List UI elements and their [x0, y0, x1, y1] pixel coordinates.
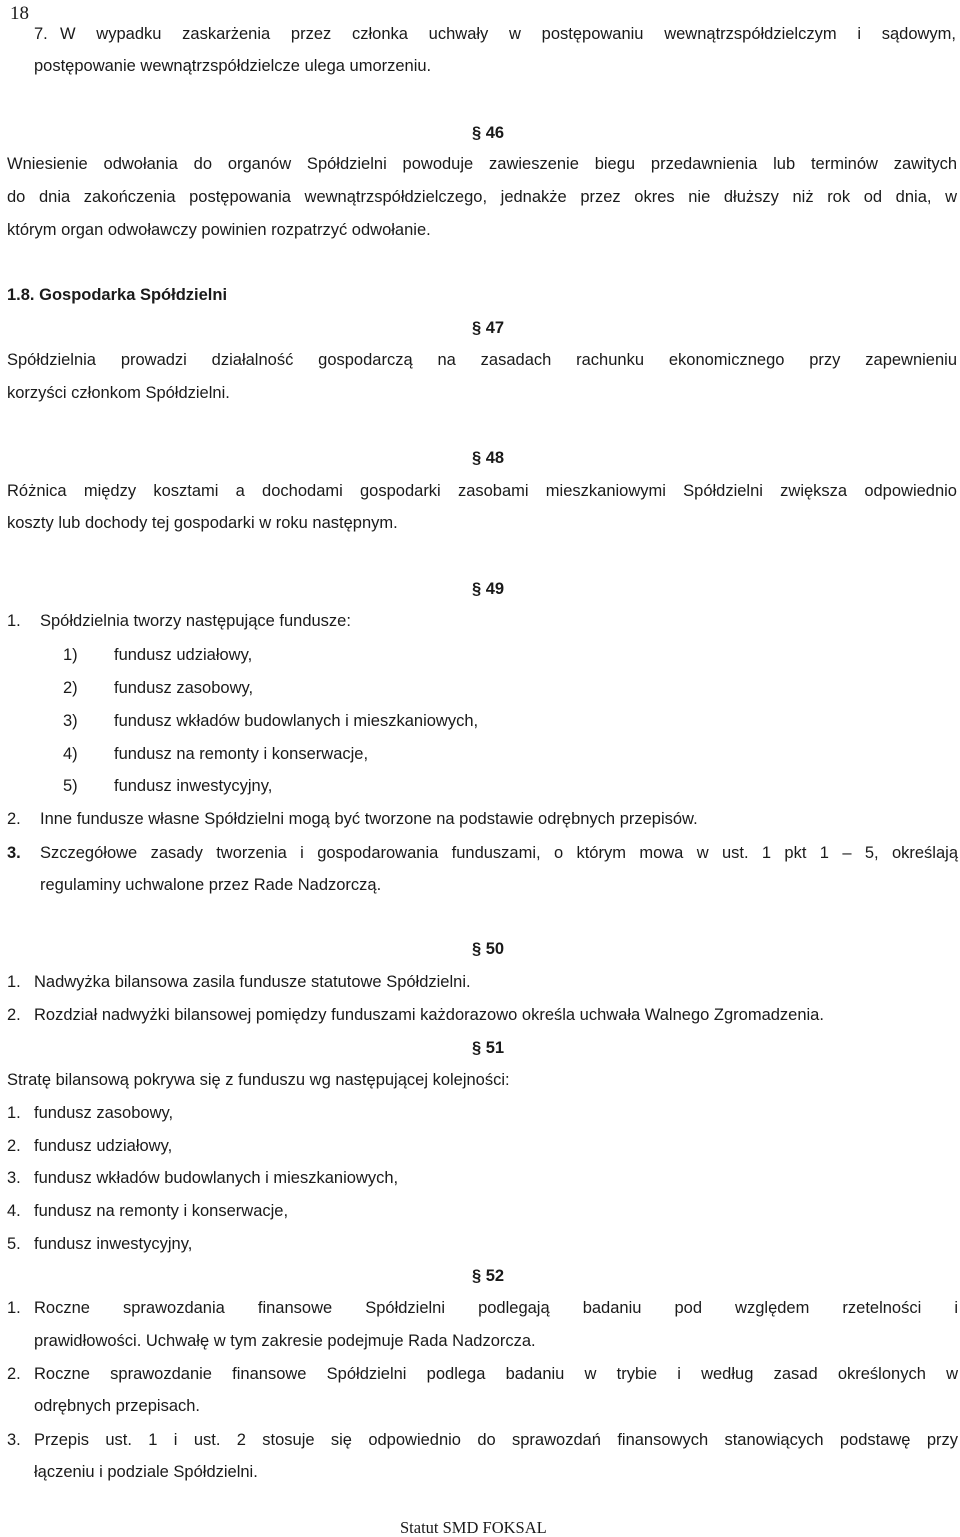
p52-item-2-number: 2.	[7, 1365, 21, 1383]
paragraph-52-heading: § 52	[472, 1267, 505, 1285]
p52-item-2-line1: Roczne sprawozdanie finansowe Spółdzielni podlega badaniu w trybie i według zasad określonych w	[34, 1365, 958, 1383]
fund-item-number: 3)	[63, 712, 78, 730]
paragraph-48-line1: Różnica między kosztami a dochodami gospodarki zasobami mieszkaniowymi Spółdzielni zwiększa odpowiednio	[7, 482, 957, 500]
p52-item-2-line2: odrębnych przepisach.	[34, 1397, 201, 1415]
fund-item-text: fundusz inwestycyjny,	[114, 777, 273, 795]
p50-item-2-text: Rozdział nadwyżki bilansowej pomiędzy funduszami każdorazowo określa uchwała Walnego Zgromadzenia.	[34, 1006, 824, 1024]
p49-item-3-number: 3.	[7, 844, 21, 862]
loss-item-text: fundusz na remonty i konserwacje,	[34, 1202, 289, 1220]
fund-item-number: 2)	[63, 679, 78, 697]
p52-item-1-line2: prawidłowości. Uchwałę w tym zakresie podejmuje Rada Nadzorcza.	[34, 1332, 536, 1350]
loss-item-text: fundusz udziałowy,	[34, 1137, 173, 1155]
item-7-line2: postępowanie wewnątrzspółdzielcze ulega umorzeniu.	[34, 57, 432, 75]
fund-item-text: fundusz na remonty i konserwacje,	[114, 745, 369, 763]
paragraph-46-heading: § 46	[472, 124, 505, 142]
paragraph-48-heading: § 48	[472, 449, 505, 467]
paragraph-47-line2: korzyści członkom Spółdzielni.	[7, 384, 230, 402]
paragraph-46-line2: do dnia zakończenia postępowania wewnątrzspółdzielczego, jednakże przez okres nie dłuższy niż rok od dnia, w	[7, 188, 957, 206]
footer-text: Statut SMD FOKSAL	[400, 1518, 547, 1537]
loss-item-text: fundusz wkładów budowlanych i mieszkaniowych,	[34, 1169, 399, 1187]
loss-item-number: 5.	[7, 1235, 21, 1253]
p49-item-1-text: Spółdzielnia tworzy następujące fundusze:	[40, 612, 351, 630]
p50-item-1-number: 1.	[7, 973, 21, 991]
p52-item-3-line1: Przepis ust. 1 i ust. 2 stosuje się odpowiednio do sprawozdań finansowych stanowiących podstawę przy	[34, 1431, 958, 1449]
paragraph-46-line3: którym organ odwoławczy powinien rozpatrzyć odwołanie.	[7, 221, 431, 239]
item-7-number: 7.	[34, 25, 48, 43]
paragraph-50-heading: § 50	[472, 940, 505, 958]
p49-item-2-number: 2.	[7, 810, 21, 828]
p52-item-1-line1: Roczne sprawozdania finansowe Spółdzielni podlegają badaniu pod względem rzetelności i	[34, 1299, 958, 1317]
p49-item-2-text: Inne fundusze własne Spółdzielni mogą być tworzone na podstawie odrębnych przepisów.	[40, 810, 698, 828]
p50-item-2-number: 2.	[7, 1006, 21, 1024]
p49-item-3-line2: regulaminy uchwalone przez Rade Nadzorczą.	[40, 876, 382, 894]
loss-item-text: fundusz zasobowy,	[34, 1104, 174, 1122]
p52-item-1-number: 1.	[7, 1299, 21, 1317]
loss-item-text: fundusz inwestycyjny,	[34, 1235, 193, 1253]
paragraph-48-line2: koszty lub dochody tej gospodarki w roku następnym.	[7, 514, 398, 532]
section-title: 1.8. Gospodarka Spółdzielni	[7, 286, 228, 304]
fund-item-text: fundusz zasobowy,	[114, 679, 254, 697]
loss-item-number: 4.	[7, 1202, 21, 1220]
p49-item-3-line1: Szczegółowe zasady tworzenia i gospodarowania funduszami, o którym mowa w ust. 1 pkt 1 – 5, określają	[40, 844, 958, 862]
item-7-line1: W wypadku zaskarżenia przez członka uchwały w postępowaniu wewnątrzspółdzielczym i sądowym,	[60, 25, 956, 43]
loss-item-number: 2.	[7, 1137, 21, 1155]
loss-item-number: 3.	[7, 1169, 21, 1187]
paragraph-46-line1: Wniesienie odwołania do organów Spółdzielni powoduje zawieszenie biegu przedawnienia lub terminów zawitych	[7, 155, 957, 173]
paragraph-47-heading: § 47	[472, 319, 505, 337]
paragraph-51-intro: Stratę bilansową pokrywa się z funduszu wg następującej kolejności:	[7, 1071, 510, 1089]
fund-item-text: fundusz wkładów budowlanych i mieszkaniowych,	[114, 712, 479, 730]
paragraph-51-heading: § 51	[472, 1039, 505, 1057]
page-number: 18	[10, 3, 29, 24]
paragraph-49-heading: § 49	[472, 580, 505, 598]
fund-item-number: 4)	[63, 745, 78, 763]
fund-item-number: 1)	[63, 646, 78, 664]
paragraph-47-line1: Spółdzielnia prowadzi działalność gospodarczą na zasadach rachunku ekonomicznego przy zapewnieniu	[7, 351, 957, 369]
fund-item-number: 5)	[63, 777, 78, 795]
p50-item-1-text: Nadwyżka bilansowa zasila fundusze statutowe Spółdzielni.	[34, 973, 471, 991]
p49-item-1-number: 1.	[7, 612, 21, 630]
fund-item-text: fundusz udziałowy,	[114, 646, 253, 664]
loss-item-number: 1.	[7, 1104, 21, 1122]
p52-item-3-line2: łączeniu i podziale Spółdzielni.	[34, 1463, 258, 1481]
p52-item-3-number: 3.	[7, 1431, 21, 1449]
